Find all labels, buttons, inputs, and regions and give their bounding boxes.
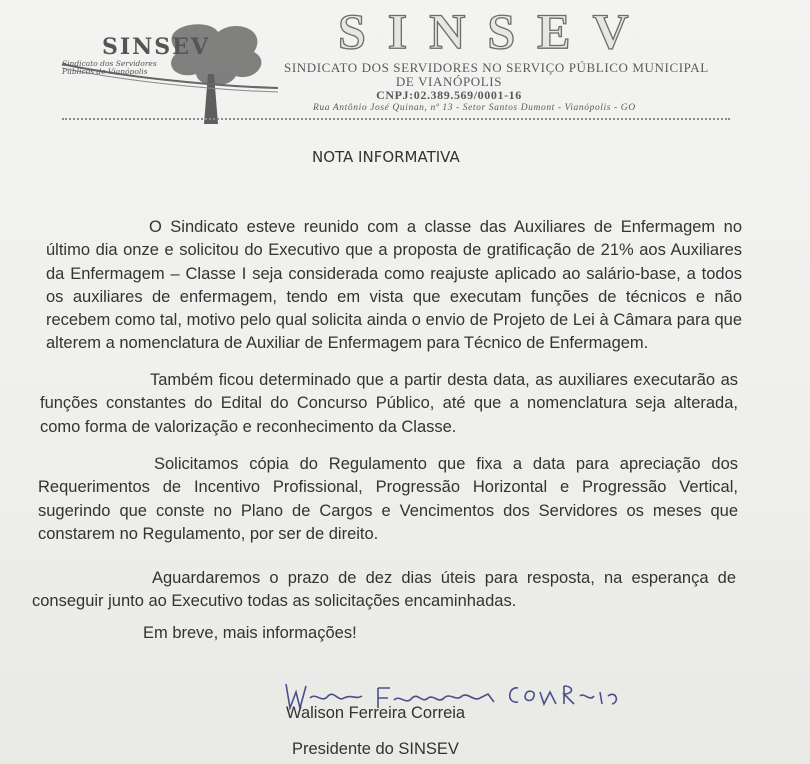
signer-role: Presidente do SINSEV <box>292 740 459 758</box>
address: Rua Antônio José Quinan, nº 13 - Setor Santos Dumont - Vianópolis - GO <box>313 103 636 113</box>
org-name-line1: SINDICATO DOS SERVIDORES NO SERVIÇO PÚBLICO MUNICIPAL <box>284 60 709 75</box>
paragraph-2: Também ficou determinado que a partir desta data, as auxiliares executarão as funções constantes do Edital do Concurso Público, até que a nomenclatura seja alterada, como forma de valorização e reconhecimento da Classe. <box>40 371 738 436</box>
cnpj: CNPJ:02.389.569/0001-16 <box>376 88 522 102</box>
brand-title: SINSEV <box>338 3 651 59</box>
document-title: NOTA INFORMATIVA <box>312 148 460 166</box>
paragraph-4: Aguardaremos o prazo de dez dias úteis para resposta, na esperança de conseguir junto ao Executivo todas as solicitações encaminhadas. <box>32 569 736 611</box>
letterhead-divider <box>62 118 730 120</box>
closing-line: Em breve, mais informações! <box>143 624 357 642</box>
logo-wordmark: SINSEV <box>102 34 211 60</box>
paragraph-1: O Sindicato esteve reunido com a classe das Auxiliares de Enfermagem no último dia onze e solicitou do Executivo que a proposta de gratificação de 21% aos Auxiliares da Enfermagem – Classe I seja considerada como reajuste aplicado ao salário-base, a todos os auxiliares de enfermagem, tendo em vista que executam funções de técnicos e não recebem como tal, motivo pelo qual solicita ainda o envio de Projeto de Lei à Câmara para que alterem a nomenclatura de Auxiliar de Enfermagem para Técnico de Enfermagem. <box>46 218 742 353</box>
paragraph-3: Solicitamos cópia do Regulamento que fixa a data para apreciação dos Requerimentos de Incentivo Profissional, Progressão Horizontal e Progressão Vertical, sugerindo que conste no Plano de Cargos e Vencimentos dos Servidores os meses que constarem no Regulamento, por ser de direito. <box>38 455 738 543</box>
union-logo <box>58 16 278 126</box>
org-name-line2: DE VIANÓPOLIS <box>395 74 503 89</box>
logo-subtitle: Sindicato dos Servidores Públicos de Vianópolis <box>62 59 157 76</box>
signer-name: Walison Ferreira Correia <box>286 704 466 722</box>
